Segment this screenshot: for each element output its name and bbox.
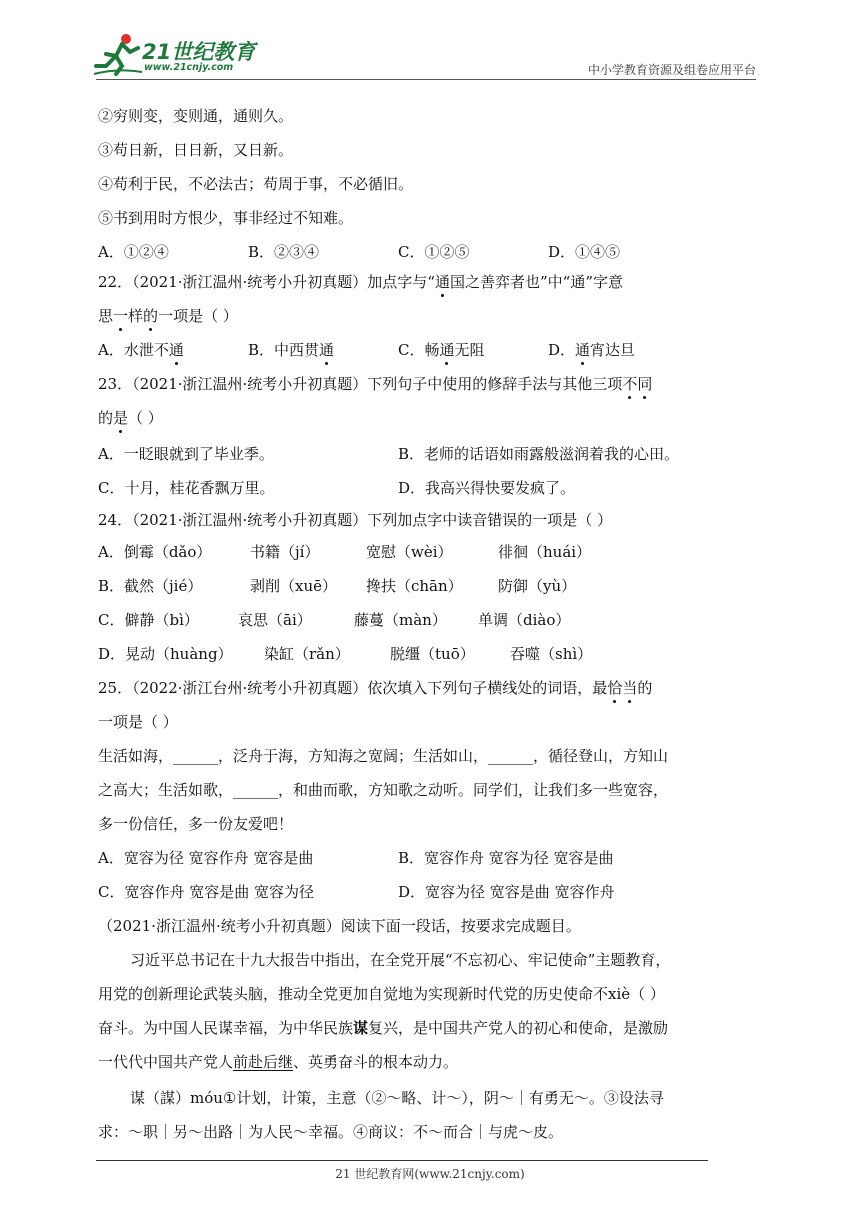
q24-word: 防御（yù） [498, 577, 577, 595]
q23-text: 23．（2021·浙江温州·统考小升初真题）下列句子中使用的修辞手法与其他三项 [98, 375, 623, 393]
q25-option-b: B．宽容作舟 宽容为径 宽容是曲 [398, 849, 614, 867]
q24-word: D．晃动（huàng） [98, 645, 233, 663]
q22-option-b [248, 340, 334, 360]
dotted-char: 通 [575, 341, 591, 359]
page-header [0, 0, 860, 80]
footer-divider [96, 1160, 708, 1161]
q24-option-row [98, 610, 748, 630]
q23-dotted-char: 不 [622, 375, 638, 393]
reading-underlined-phrase: 前赴后继 [233, 1053, 294, 1071]
logo-url: www.21cnjy.com [144, 62, 234, 73]
q21-options [98, 242, 698, 262]
q24-option-row [98, 542, 748, 562]
q25-text: 25．（2022·浙江台州·统考小升初真题）依次填入下列句子横线处的词语，最 [98, 679, 608, 697]
q22-text: 22．（2021·浙江温州·统考小升初真题）加点字与“ [98, 273, 435, 291]
q23-options-row1 [98, 444, 748, 464]
q25-options-row2 [98, 882, 748, 902]
q25-option-a: A．宽容为径 宽容作舟 宽容是曲 [98, 849, 314, 867]
q22-text: 样 [128, 307, 144, 325]
q22-option-d [548, 340, 635, 360]
q24-word: 徘徊（huái） [498, 543, 592, 561]
reading-line [98, 1018, 668, 1038]
logo-text: 21世纪教育 [142, 40, 256, 64]
q22-option-c [398, 340, 485, 360]
q25-dotted-char: 当 [622, 679, 638, 697]
q23-dotted-char: 同 [637, 375, 653, 393]
reading-bold-char: 谋 [353, 1019, 369, 1037]
dotted-char: 通 [439, 341, 455, 359]
q22-stem-line1 [98, 272, 623, 292]
q22-options [98, 340, 698, 360]
reading-text: 复兴，是中国共产党人的初心和使命，是激励 [368, 1019, 669, 1037]
option-text: A．水泄不 [98, 341, 169, 359]
q23-text: 的 [98, 409, 114, 427]
q25-text: 的 [637, 679, 653, 697]
option-text: 宵达旦 [590, 341, 636, 359]
q24-stem: 24．（2021·浙江温州·统考小升初真题）下列加点字中读音错误的一项是（ ） [98, 511, 613, 529]
q23-option-b: B．老师的话语如雨露般滋润着我的心田。 [398, 445, 680, 463]
q25-passage-line: 多一份信任，多一份友爱吧！ [98, 815, 294, 833]
q24-word: 宽慰（wèi） [366, 543, 453, 561]
q24-word: 单调（diào） [478, 611, 571, 629]
q23-option-a: A．一眨眼就到了毕业季。 [98, 445, 274, 463]
q25-option-c: C．宽容作舟 宽容是曲 宽容为径 [98, 883, 315, 901]
q22-text: 一项是（ ） [158, 307, 238, 325]
dotted-char: 通 [319, 341, 335, 359]
q21-option-a: A．①②④ [98, 243, 169, 261]
statement-3: ③苟日新，日日新，又日新。 [98, 141, 294, 159]
reading-line: 习近平总书记在十九大报告中指出，在全党开展“不忘初心、牢记使命”主题教育， [130, 951, 671, 969]
option-text: D． [548, 341, 576, 359]
q23-option-d: D．我高兴得快要发疯了。 [398, 479, 576, 497]
site-logo [92, 32, 262, 78]
q22-dotted-char: 一 [113, 307, 129, 325]
q23-option-c: C．十月，桂花香飘万里。 [98, 479, 275, 497]
q23-text: （ ） [128, 409, 163, 427]
q24-word: 哀思（āi） [238, 611, 312, 629]
q22-option-a [98, 340, 184, 360]
q24-word: B．截然（jié） [98, 577, 203, 595]
statement-2: ②穷则变，变则通，通则久。 [98, 107, 294, 125]
q23-stem-line2 [98, 408, 163, 428]
q22-text: 国之善弈者也”中“通”字意 [449, 273, 623, 291]
q25-passage-line: 之高大；生活如歌，______，和曲而歌，方知歌之动听。同学们，让我们多一些宽容， [98, 781, 669, 799]
reading-text: 奋斗。为中国人民谋幸福，为中华民族 [98, 1019, 354, 1037]
q25-stem-line2: 一项是（ ） [98, 713, 178, 731]
q24-option-row [98, 644, 748, 664]
footer-text: 21 世纪教育网(www.21cnjy.com) [335, 1167, 525, 1181]
q25-passage-line: 生活如海，______，泛舟于海，方知海之宽阔；生活如山，______，循径登山，方知山 [98, 747, 669, 765]
q21-option-c: C．①②⑤ [398, 243, 470, 261]
statement-5: ⑤书到用时方恨少，事非经过不知难。 [98, 209, 354, 227]
reading-line: 用党的创新理论武装头脑，推动全党更加自觉地为实现新时代党的历史使命不xiè（ ） [98, 985, 665, 1003]
q22-stem-line2 [98, 306, 238, 326]
q23-options-row2 [98, 478, 748, 498]
q21-option-d: D．①④⑤ [548, 243, 621, 261]
header-divider [96, 79, 756, 80]
q24-word: 书籍（jí） [250, 543, 320, 561]
dotted-char: 通 [168, 341, 184, 359]
option-text: C．畅 [398, 341, 440, 359]
q25-dotted-char: 恰 [607, 679, 623, 697]
q24-word: 脱缰（tuō） [390, 645, 475, 663]
q22-dotted-char: 通 [434, 273, 450, 291]
platform-name: 中小学教育资源及组卷应用平台 [587, 63, 756, 77]
q22-dotted-char: 的 [143, 307, 159, 325]
q24-option-row [98, 576, 748, 596]
q24-word: 染缸（rǎn） [264, 645, 350, 663]
reading-line [98, 1052, 458, 1072]
q25-stem-line1 [98, 678, 652, 698]
q24-word: 剥削（xuē） [250, 577, 337, 595]
q22-text: 思 [98, 307, 114, 325]
running-figure-icon [92, 32, 144, 78]
statement-4: ④苟利于民，不必法古；苟周于事，不必循旧。 [98, 175, 414, 193]
q25-options-row1 [98, 848, 748, 868]
q23-stem-line1 [98, 374, 652, 394]
q25-option-d: D．宽容为径 宽容是曲 宽容作舟 [398, 883, 615, 901]
reading-text: 一代代中国共产党人 [98, 1053, 234, 1071]
q21-option-b: B．②③④ [248, 243, 320, 261]
dictionary-entry-line: 谋（謀）móu①计划，计策，主意（②～略、计～），阴～｜有勇无～。③设法寻 [130, 1089, 664, 1107]
q24-word: 搀扶（chān） [366, 577, 463, 595]
option-text: B．中西贯 [248, 341, 320, 359]
q24-word: C．僻静（bì） [98, 611, 199, 629]
reading-intro: （2021·浙江温州·统考小升初真题）阅读下面一段话，按要求完成题目。 [98, 917, 581, 935]
q24-word: 藤蔓（màn） [354, 611, 447, 629]
q24-word: A．倒霉（dǎo） [98, 543, 212, 561]
dictionary-entry-line: 求：～职｜另～出路｜为人民～幸福。④商议：不～而合｜与虎～皮。 [98, 1123, 564, 1141]
option-text: 无阻 [454, 341, 485, 359]
q24-word: 吞噬（shì） [510, 645, 593, 663]
q23-dotted-char: 是 [113, 409, 129, 427]
reading-text: 、英勇奋斗的根本动力。 [293, 1053, 459, 1071]
